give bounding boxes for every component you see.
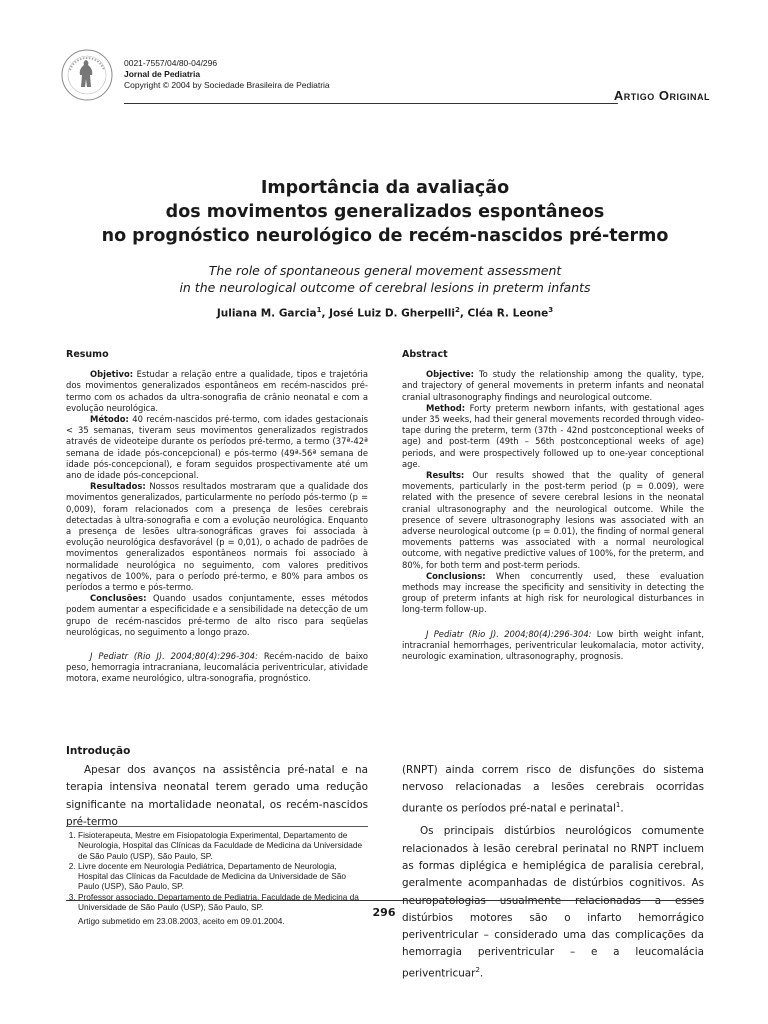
subtitle-line: in the neurological outcome of cerebral lesions in preterm infants [179,280,591,295]
issn: 0021-7557/04/80-04/296 [124,58,218,68]
resumo-paragraph: Método: 40 recém-nascidos pré-termo, com idades gestacionais < 35 semanas, tiveram seus movimentos generalizados registrados através de videoteipe durante os períodos pré-termo, a termo (37ª-42ª semana de idade pós-concepcional) e pós-termo (49ª-56ª semana de idade pós-concepcional), e foram seguidos prospectivamente até um ano de idade pós-concepcional. [66,414,368,481]
abstract-keywords: J Pediatr (Rio J). 2004;80(4):296-304: Low birth weight infant, intracranial hemorrhages, periventricular leukomalacia, motor activity, neurologic examination, ultrasonography, prognosis. [402,628,704,662]
intro-right-column [402,762,704,983]
page-number: 296 [372,906,396,919]
title-line: dos movimentos generalizados espontâneos [165,202,605,222]
intro-left-column [66,762,368,831]
abstract-paragraph: Results: Our results showed that the quality of general movements, particularly in the post-term period (p = 0.009), were related with the presence of severe cerebral lesions in the neonatal cranial ultrasonography and the neurological outcome. While the presence of severe ultrasonography lesions was associated with an adverse neurological outcome (p = 0.01), the finding of normal general movements patterns was associated with a normal neurological outcome, with negative predictive values of 100%, for the preterm, and 80%, for both term and post-term periods. [402,470,704,570]
intro-paragraph: (RNPT) ainda correm risco de disfunções do sistema nervoso relacionadas a lesões cerebrais ocorridas durante os períodos pré-natal e perinatal$^1$. [402,764,704,815]
abstract-section [402,349,704,662]
footnote-rule [66,826,368,827]
author-name: Juliana M. Garcia [216,307,317,320]
english-title [60,262,710,296]
author-list: Juliana M. Garcia$^1$, José Luiz D. Gherpelli$^2$, Cléa R. Leone$^3$ [216,306,554,320]
footnote-item: 3. Professor associado, Departamento de Pediatria, Faculdade de Medicina da Universidade de São Paulo (USP), São Paulo, SP. [78,892,368,913]
title-line: Importância da avaliação [260,178,510,198]
abstract-paragraph: Conclusions: When concurrently used, these evaluation methods may increase the specificity and sensitivity in detecting the group of preterm infants at high risk for neurological disturbances in long-term follow-up. [402,570,704,615]
title-line: no prognóstico neurológico de recém-nascidos pré-termo [101,226,669,246]
abstract-paragraph: Objective: To study the relationship among the quality, type, and trajectory of general movements in preterm infants and neonatal cranial ultrasonography findings and neurological outcome. [402,369,704,402]
author-affil: 1 [316,306,322,314]
copyright: Copyright © 2004 by Sociedade Brasileira de Pediatria [124,80,330,90]
resumo-paragraph: Resultados: Nossos resultados mostraram que a qualidade dos movimentos generalizados, particularmente no período pós-termo (p = 0,009), foram relacionados com a presença de lesões cerebrais detectadas à ultra-sonografia e com a evolução neurológica. Enquanto a presença de lesões ultra-sonográficas graves foi associada à evolução neurológica desfavorável (p = 0,01), o achado de padrões de movimentos generalizados espontâneos normais foi associado à normalidade neurológica no seguimento, com valores preditivos negativos de 100%, para o período pré-termo, e 80% para ambos os períodos a termo e pós-termo. [66,481,368,593]
article-title [60,176,710,248]
abstract-heading: Abstract [402,349,448,360]
society-seal-logo [60,48,114,102]
journal-header [60,48,710,108]
journal-name: Jornal de Pediatria [124,69,201,79]
submission-note: Artigo submetido em 23.08.2003, aceito em 09.01.2004. [78,916,285,927]
resumo-section [66,349,368,685]
abstract-paragraph: Method: Forty preterm newborn infants, with gestational ages under 35 weeks, had their general movements recorded through video-tape during the preterm, term (37th - 42nd postconceptional weeks of age) and post-term (49th – 56th postconceptional weeks of age) periods, and were prospectively followed up to one-year conceptional age. [402,402,704,469]
header-rule [124,103,618,104]
author-name: Cléa R. Leone [467,307,549,320]
footer-rule [66,900,704,901]
author-name: José Luiz D. Gherpelli [329,307,456,320]
subtitle-line: The role of spontaneous general movement assessment [208,263,562,278]
intro-heading: Introdução [66,745,131,757]
resumo-keywords: J Pediatr (Rio J). 2004;80(4):296-304: Recém-nacido de baixo peso, hemorragia intracraniana, leucomalácia periventricular, atividade motora, exame neurológico, ultra-sonografia, prognóstico. [66,651,368,684]
resumo-paragraph: Objetivo: Estudar a relação entre a qualidade, tipos e trajetória dos movimentos generalizados espontâneos em recém-nascidos pré-termo com os achados da ultra-sonografia de crânio neonatal e com a evolução neurológica. [66,369,368,413]
resumo-heading: Resumo [66,349,109,360]
resumo-paragraph: Conclusões: Quando usados conjuntamente, esses métodos podem aumentar a especificidade e a sensibilidade na detecção de um grupo de recém-nascidos pré-termo de alto risco para seqüelas neurológicas, no seguimento a longo prazo. [66,593,368,637]
footnote-item: 2. Livre docente em Neurologia Pediátrica, Departamento de Neurologia, Hospital das Clínicas da Faculdade de Medicina da Universidade de São Paulo (USP), São Paulo, SP. [78,861,368,892]
intro-paragraph: Os principais distúrbios neurológicos comumente relacionados à lesão cerebral perinatal no RNPT incluem as formas diplégica e hemiplégica de paralisia cerebral, geralmente acompanhadas de distúrbios cognitivos. As neuropatologias usualmente relacionadas a esses distúrbios motores são o infarto hemorrágico periventricular – considerado uma das complicações da hemorragia periventricular – e a leucomalácia periventricuar$^2$. [402,825,704,980]
footnote-item: 1. Fisioterapeuta, Mestre em Fisiopatologia Experimental, Departamento de Neurologia, Hospital das Clínicas da Faculdade de Medicina da Universidade de São Paulo (USP), São Paulo, SP. [78,830,368,861]
author-affil: 3 [548,306,554,314]
author-affil: 2 [455,306,460,314]
article-type: Artigo Original [613,88,710,103]
intro-paragraph: Apesar dos avanços na assistência pré-natal e na terapia intensiva neonatal terem gerado uma redução significante na mortalidade neonatal, os recém-nascidos pré-termo [66,764,368,828]
journal-meta [124,58,330,91]
